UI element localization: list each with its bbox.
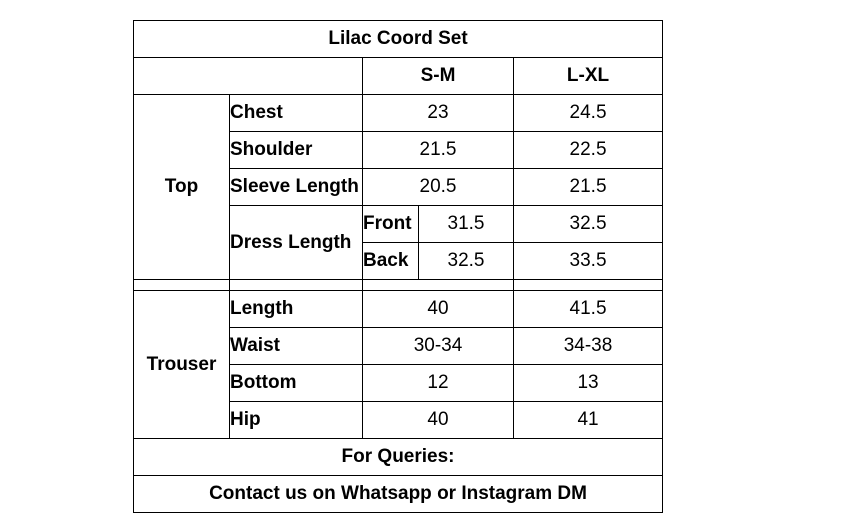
- row-label-sleeve-length: Sleeve Length: [230, 169, 363, 206]
- footer-queries: For Queries:: [134, 439, 663, 476]
- value-front-l-xl: 32.5: [514, 206, 663, 243]
- row-label-shoulder: Shoulder: [230, 132, 363, 169]
- value-waist-s-m: 30-34: [363, 328, 514, 365]
- table-row: [134, 291, 663, 328]
- row-label-length: Length: [230, 291, 363, 328]
- value-front-s-m: 31.5: [419, 206, 514, 243]
- header-blank-cell: [134, 58, 363, 95]
- value-chest-s-m: 23: [363, 95, 514, 132]
- row-label-waist: Waist: [230, 328, 363, 365]
- value-shoulder-s-m: 21.5: [363, 132, 514, 169]
- title-row: [134, 21, 663, 58]
- value-sleeve-length-l-xl: 21.5: [514, 169, 663, 206]
- value-chest-l-xl: 24.5: [514, 95, 663, 132]
- value-back-s-m: 32.5: [419, 243, 514, 280]
- footer-queries-row: [134, 439, 663, 476]
- row-label-back: Back: [363, 243, 419, 280]
- size-chart-table: [133, 20, 663, 513]
- value-bottom-s-m: 12: [363, 365, 514, 402]
- size-header-row: [134, 58, 663, 95]
- row-label-front: Front: [363, 206, 419, 243]
- table-row: [134, 95, 663, 132]
- section-label-top: Top: [134, 95, 230, 280]
- section-divider-row: [134, 280, 663, 291]
- chart-title: Lilac Coord Set: [134, 21, 663, 58]
- divider-cell: [514, 280, 663, 291]
- row-label-hip: Hip: [230, 402, 363, 439]
- size-header-s-m: S-M: [363, 58, 514, 95]
- value-length-l-xl: 41.5: [514, 291, 663, 328]
- size-header-l-xl: L-XL: [514, 58, 663, 95]
- row-label-chest: Chest: [230, 95, 363, 132]
- value-hip-l-xl: 41: [514, 402, 663, 439]
- value-length-s-m: 40: [363, 291, 514, 328]
- divider-cell: [363, 280, 514, 291]
- value-hip-s-m: 40: [363, 402, 514, 439]
- divider-cell: [134, 280, 230, 291]
- value-back-l-xl: 33.5: [514, 243, 663, 280]
- value-sleeve-length-s-m: 20.5: [363, 169, 514, 206]
- value-shoulder-l-xl: 22.5: [514, 132, 663, 169]
- value-waist-l-xl: 34-38: [514, 328, 663, 365]
- divider-cell: [230, 280, 363, 291]
- value-bottom-l-xl: 13: [514, 365, 663, 402]
- footer-contact-row: [134, 476, 663, 513]
- section-label-trouser: Trouser: [134, 291, 230, 439]
- row-label-bottom: Bottom: [230, 365, 363, 402]
- footer-contact: Contact us on Whatsapp or Instagram DM: [134, 476, 663, 513]
- row-label-dress-length: Dress Length: [230, 206, 363, 280]
